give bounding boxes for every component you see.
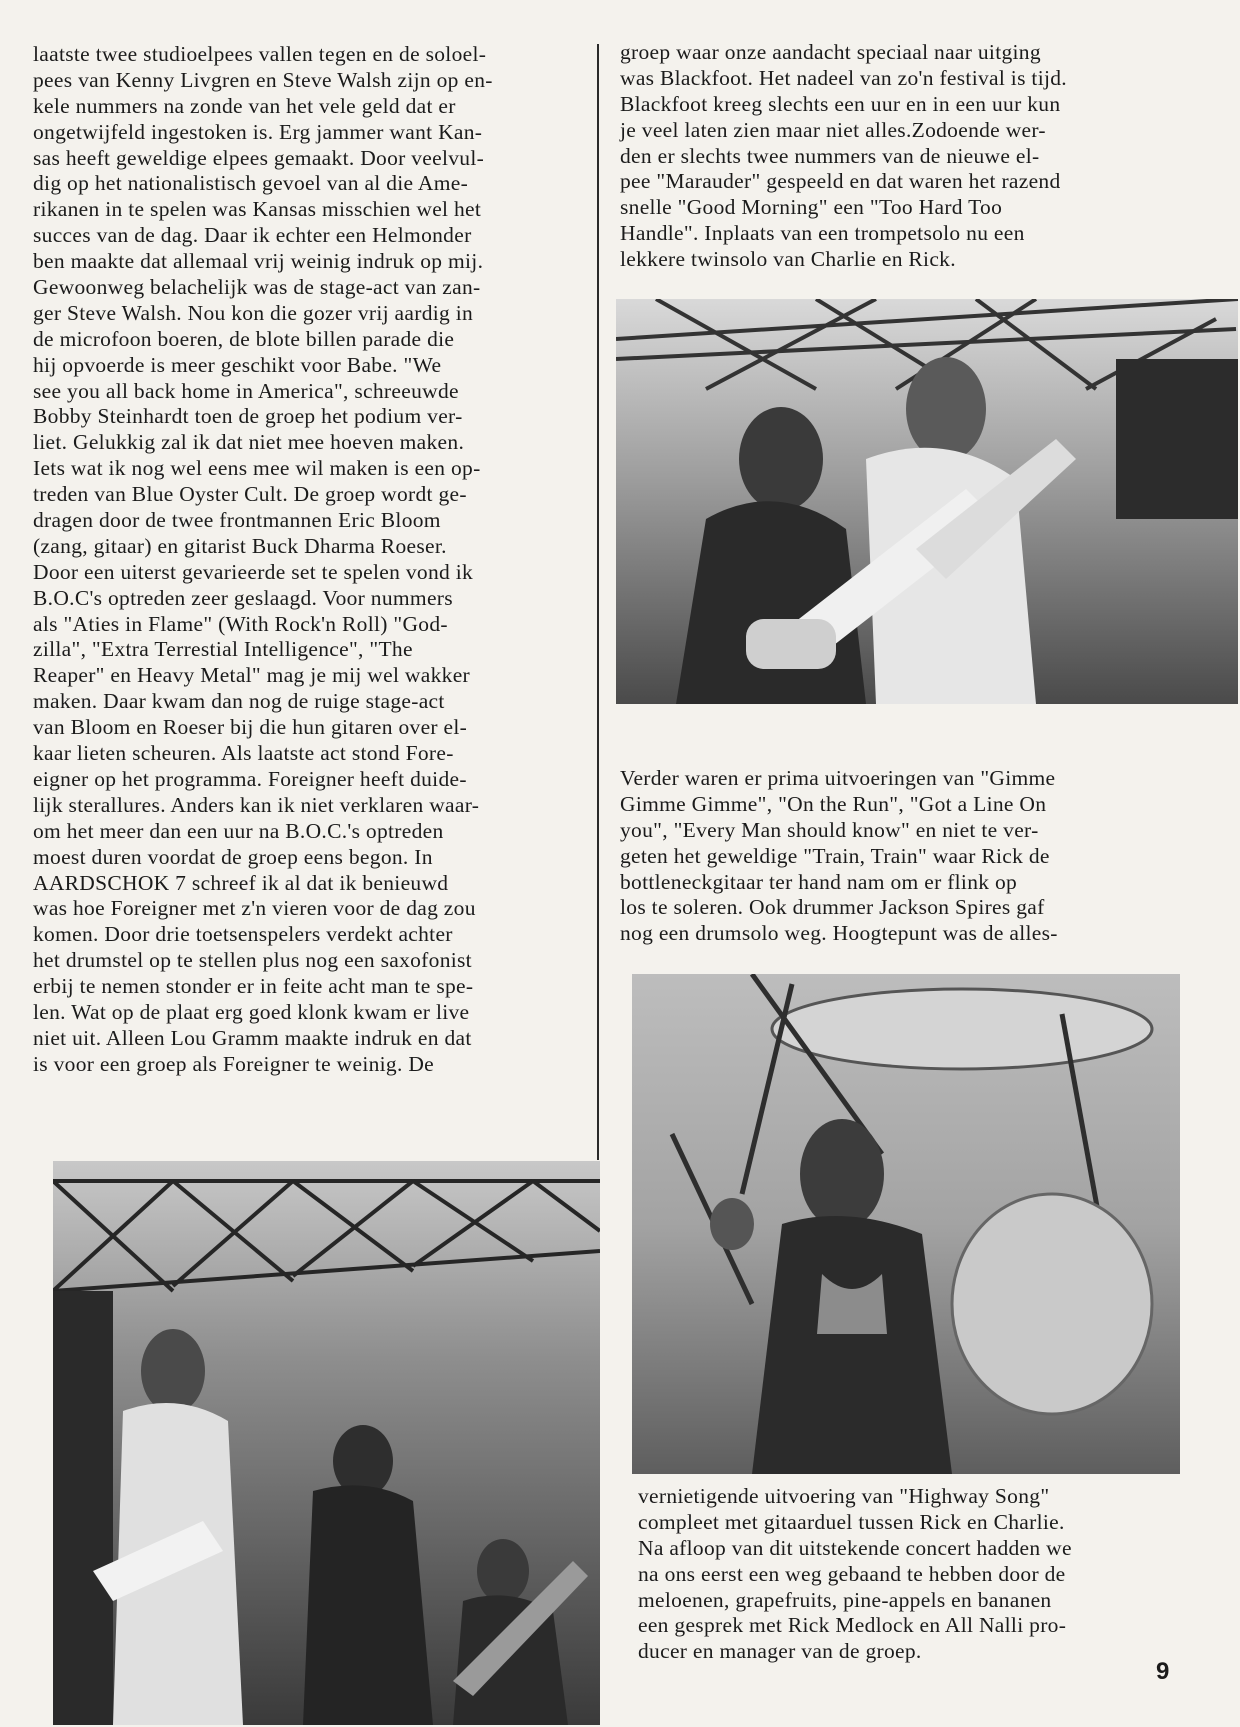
text-line: Gimme Gimme", "On the Run", "Got a Line On: [620, 791, 1047, 816]
text-line: vernietigende uitvoering van "Highway Song": [638, 1484, 1050, 1508]
text-line: laatste twee studioelpees vallen tegen en de soloel-: [33, 42, 487, 66]
text-line: den er slechts twee nummers van de nieuwe el-: [620, 143, 1040, 168]
text-line: je veel laten zien maar niet alles.Zodoende wer-: [620, 117, 1046, 142]
text-line: Reaper" en Heavy Metal" mag je mij wel wakker: [33, 663, 471, 688]
text-line: was hoe Foreigner met z'n vieren voor de dag zou: [33, 896, 476, 921]
text-line: eigner op het programma. Foreigner heeft duide-: [33, 766, 467, 791]
text-line: Handle". Inplaats van een trompetsolo nu een: [620, 221, 1025, 246]
text-line: Verder waren er prima uitvoeringen van "Gimme: [620, 766, 1056, 790]
text-line: dragen door de twee frontmannen Eric Bloom: [33, 508, 441, 533]
concert-photo-stage: [53, 1161, 600, 1725]
text-line: pees van Kenny Livgren en Steve Walsh zijn op en-: [33, 67, 493, 92]
text-line: moest duren voordat de groep eens begon. In: [33, 844, 433, 869]
text-line: lekkere twinsolo van Charlie en Rick.: [620, 247, 956, 272]
text-line: kaar lieten scheuren. Als laatste act stond Fore-: [33, 741, 454, 766]
text-line: zilla", "Extra Terrestial Intelligence", "The: [33, 637, 413, 662]
text-line: AARDSCHOK 7 schreef ik al dat ik benieuwd: [33, 870, 449, 895]
text-line: ben maakte dat allemaal vrij weinig indruk op mij.: [33, 249, 484, 274]
text-line: pee "Marauder" gespeeld en dat waren het razend: [620, 169, 1061, 194]
text-line: ducer en manager van de groep.: [638, 1639, 922, 1664]
text-line: een gesprek met Rick Medlock en All Nalli pro-: [638, 1613, 1067, 1638]
text-line: maken. Daar kwam dan nog de ruige stage-act: [33, 689, 445, 714]
text-line: groep waar onze aandacht speciaal naar uitging: [620, 40, 1041, 64]
right-text-bottom: [638, 1484, 1198, 1665]
text-line: niet uit. Alleen Lou Gramm maakte indruk en dat: [33, 1025, 472, 1050]
text-line: Blackfoot kreeg slechts een uur en in een uur kun: [620, 91, 1061, 116]
text-line: (zang, gitaar) en gitarist Buck Dharma Roeser.: [33, 533, 447, 558]
page-number: 9: [1156, 1658, 1170, 1685]
text-line: liet. Gelukkig zal ik dat niet mee hoeven maken.: [33, 430, 465, 455]
text-line: was Blackfoot. Het nadeel van zo'n festival is tijd.: [620, 65, 1067, 90]
text-line: kele nummers na zonde van het vele geld dat er: [33, 93, 456, 118]
text-line: Na afloop van dit uitstekende concert hadden we: [638, 1535, 1072, 1560]
text-line: treden van Blue Oyster Cult. De groep wordt ge-: [33, 482, 467, 507]
text-line: is voor een groep als Foreigner te weinig. De: [33, 1051, 434, 1076]
text-line: Iets wat ik nog wel eens mee wil maken is een op-: [33, 456, 481, 481]
text-line: dig op het nationalistisch gevoel van al die Ame-: [33, 171, 469, 196]
text-line: geten het geweldige "Train, Train" waar Rick de: [620, 843, 1050, 868]
text-line: B.O.C's optreden zeer geslaagd. Voor nummers: [33, 585, 453, 610]
text-line: len. Wat op de plaat erg goed klonk kwam er live: [33, 999, 470, 1024]
text-line: Door een uiterst gevarieerde set te spelen vond ik: [33, 559, 474, 584]
text-line: nog een drumsolo weg. Hoogtepunt was de alles-: [620, 921, 1058, 946]
concert-photo-guitarists: [616, 299, 1238, 704]
text-line: succes van de dag. Daar ik echter een Helmonder: [33, 223, 472, 248]
text-line: hij opvoerde is meer geschikt voor Babe. "We: [33, 352, 442, 377]
text-line: na ons eerst een weg gebaand te hebben door de: [638, 1561, 1066, 1586]
text-line: bottleneckgitaar ter hand nam om er flink op: [620, 869, 1018, 894]
text-line: als "Aties in Flame" (With Rock'n Roll) "God-: [33, 611, 448, 636]
text-line: komen. Door drie toetsenspelers verdekt achter: [33, 922, 453, 947]
text-line: het drumstel op te stellen plus nog een saxofonist: [33, 948, 472, 973]
text-line: los te soleren. Ook drummer Jackson Spires gaf: [620, 895, 1045, 920]
text-line: sas heeft geweldige elpees gemaakt. Door veelvul-: [33, 145, 485, 170]
text-line: compleet met gitaarduel tussen Rick en Charlie.: [638, 1509, 1065, 1534]
text-line: rikanen in te spelen was Kansas misschien wel het: [33, 197, 482, 222]
text-line: snelle "Good Morning" een "Too Hard Too: [620, 195, 1003, 220]
text-line: you", "Every Man should know" en niet te ver-: [620, 817, 1039, 842]
text-line: ongetwijfeld ingestoken is. Erg jammer want Kan-: [33, 119, 483, 144]
text-line: ger Steve Walsh. Nou kon die gozer vrij aardig in: [33, 300, 474, 325]
column-divider: [597, 44, 599, 1160]
text-line: lijk sterallures. Anders kan ik niet verklaren waar-: [33, 792, 480, 817]
text-line: erbij te nemen stonder er in feite acht man te spe-: [33, 974, 474, 999]
text-line: Gewoonweg belachelijk was de stage-act van zan-: [33, 275, 481, 300]
text-line: om het meer dan een uur na B.O.C.'s optreden: [33, 818, 444, 843]
concert-photo-drummer: [632, 974, 1180, 1474]
text-line: Bobby Steinhardt toen de groep het podium ver-: [33, 404, 463, 429]
right-text-middle: [620, 766, 1180, 947]
text-line: van Bloom en Roeser bij die hun gitaren over el-: [33, 715, 468, 740]
right-text-top: [620, 40, 1180, 273]
text-line: meloenen, grapefruits, pine-appels en bananen: [638, 1587, 1052, 1612]
text-line: see you all back home in America", schreeuwde: [33, 378, 459, 403]
text-line: de microfoon boeren, de blote billen parade die: [33, 326, 455, 351]
left-text-column: [33, 42, 578, 1078]
